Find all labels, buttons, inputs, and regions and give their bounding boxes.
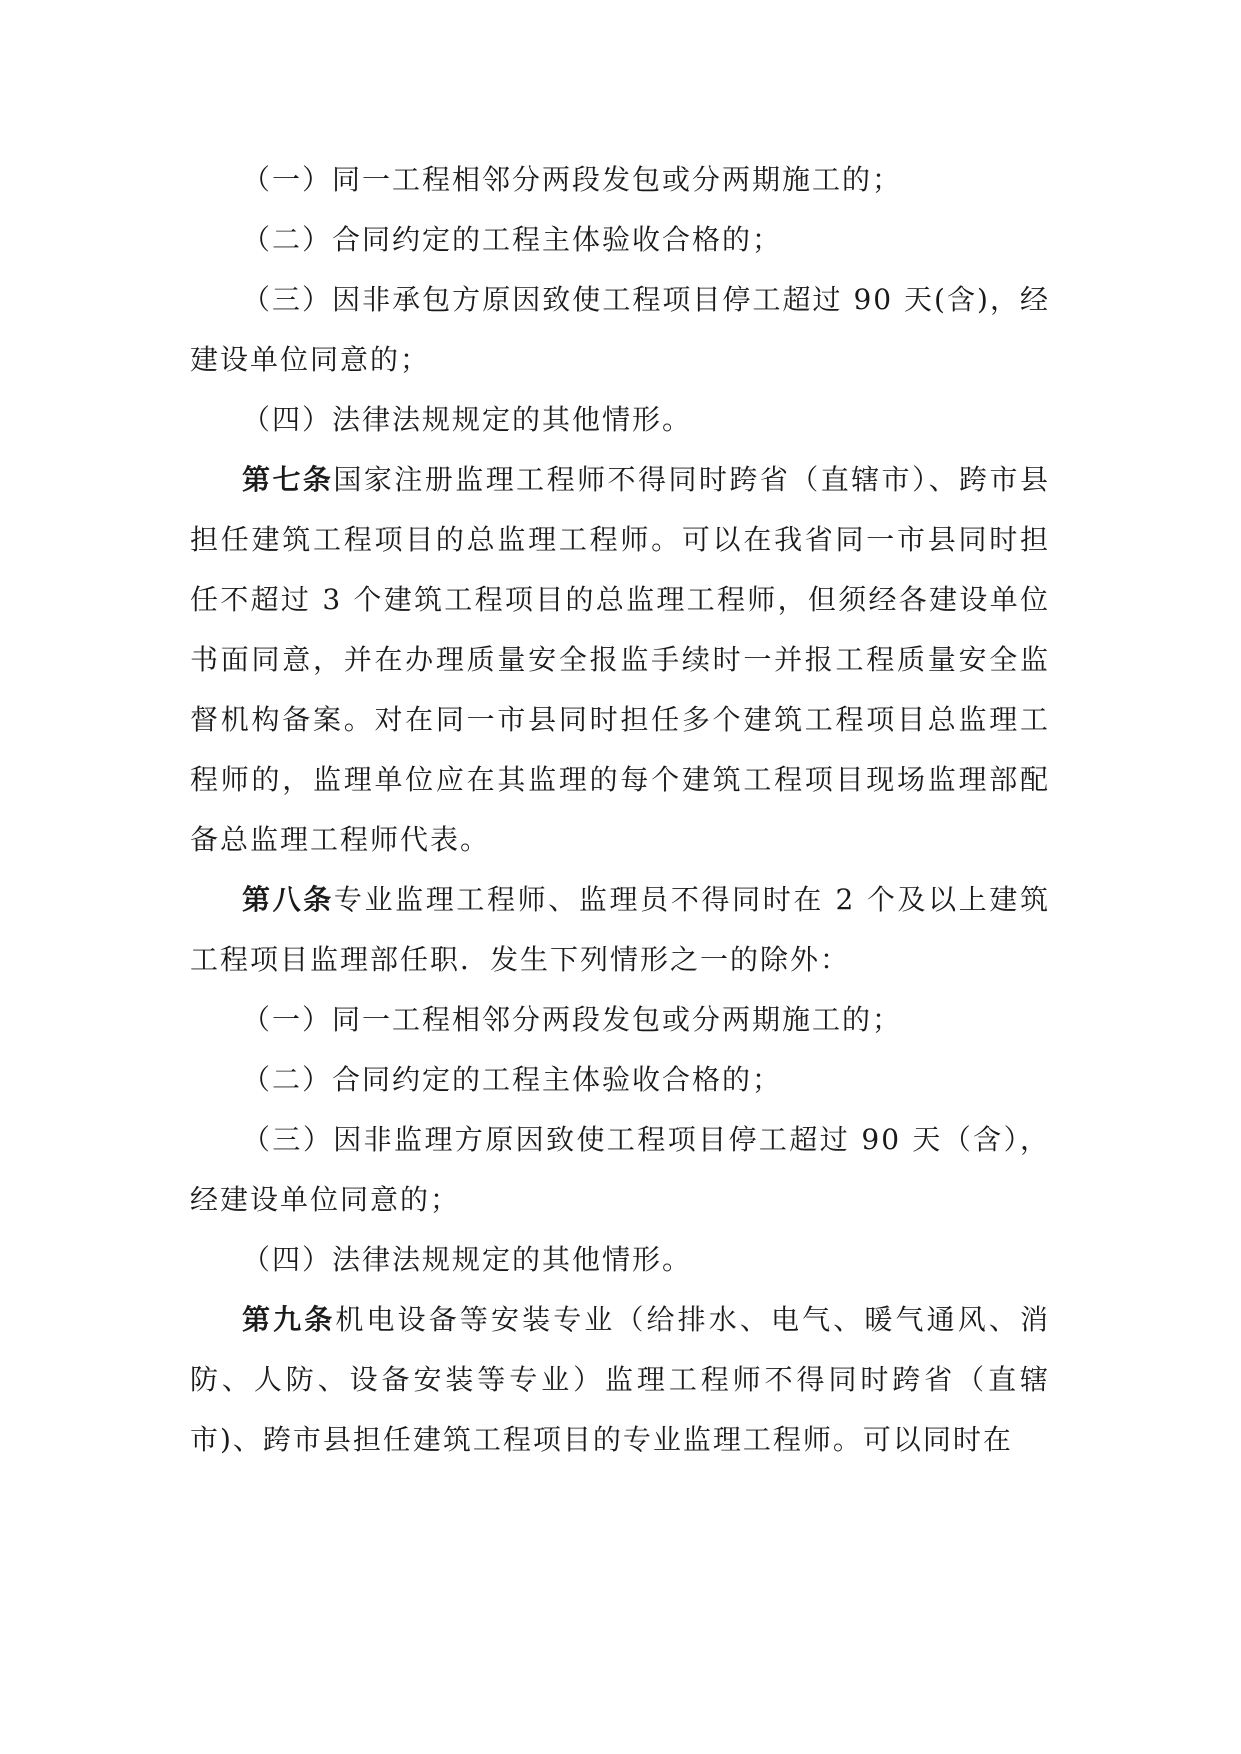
article-heading: 第九条 <box>242 1303 336 1336</box>
article-text: 国家注册监理工程师不得同时跨省（直辖市）、跨市县担任建筑工程项目的总监理工程师。可以在我省同一市县同时担任不超过 3 个建筑工程项目的总监理工程师，但须经各建设单位书面同意，并在办理质量安全报监手续时一并报工程质量安全监督机构备案。对在同一市县同时担任多个建筑工程项目总监理工程师的，监理单位应在其监理的每个建筑工程项目现场监理部配备总监理工程师代表。 <box>190 463 1050 856</box>
paragraph-text: （四）法律法规规定的其他情形。 <box>242 1243 693 1276</box>
document-body <box>190 150 1050 1470</box>
paragraph-item-5 <box>190 990 1050 1050</box>
paragraph-item-8 <box>190 1230 1050 1290</box>
article-7 <box>190 450 1050 870</box>
paragraph-text: （一）同一工程相邻分两段发包或分两期施工的； <box>242 163 903 196</box>
article-text: 专业监理工程师、监理员不得同时在 2 个及以上建筑工程项目监理部任职．发生下列情形之一的除外： <box>190 883 1050 976</box>
paragraph-item-7 <box>190 1110 1050 1230</box>
paragraph-item-2 <box>190 210 1050 270</box>
paragraph-item-1 <box>190 150 1050 210</box>
article-heading: 第八条 <box>242 883 334 916</box>
paragraph-item-3 <box>190 270 1050 390</box>
paragraph-text: （三）因非承包方原因致使工程项目停工超过 90 天(含)，经建设单位同意的； <box>190 283 1050 376</box>
article-9 <box>190 1290 1050 1470</box>
paragraph-text: （一）同一工程相邻分两段发包或分两期施工的； <box>242 1003 903 1036</box>
article-heading: 第七条 <box>242 463 334 496</box>
paragraph-text: （二）合同约定的工程主体验收合格的； <box>242 223 783 256</box>
article-8 <box>190 870 1050 990</box>
paragraph-item-4 <box>190 390 1050 450</box>
paragraph-text: （二）合同约定的工程主体验收合格的； <box>242 1063 783 1096</box>
paragraph-text: （四）法律法规规定的其他情形。 <box>242 403 693 436</box>
paragraph-item-6 <box>190 1050 1050 1110</box>
article-text: 机电设备等安装专业（给排水、电气、暖气通风、消防、人防、设备安装等专业）监理工程师不得同时跨省（直辖市)、跨市县担任建筑工程项目的专业监理工程师。可以同时在 <box>190 1303 1050 1456</box>
paragraph-text: （三）因非监理方原因致使工程项目停工超过 90 天（含），经建设单位同意的； <box>190 1123 1050 1216</box>
